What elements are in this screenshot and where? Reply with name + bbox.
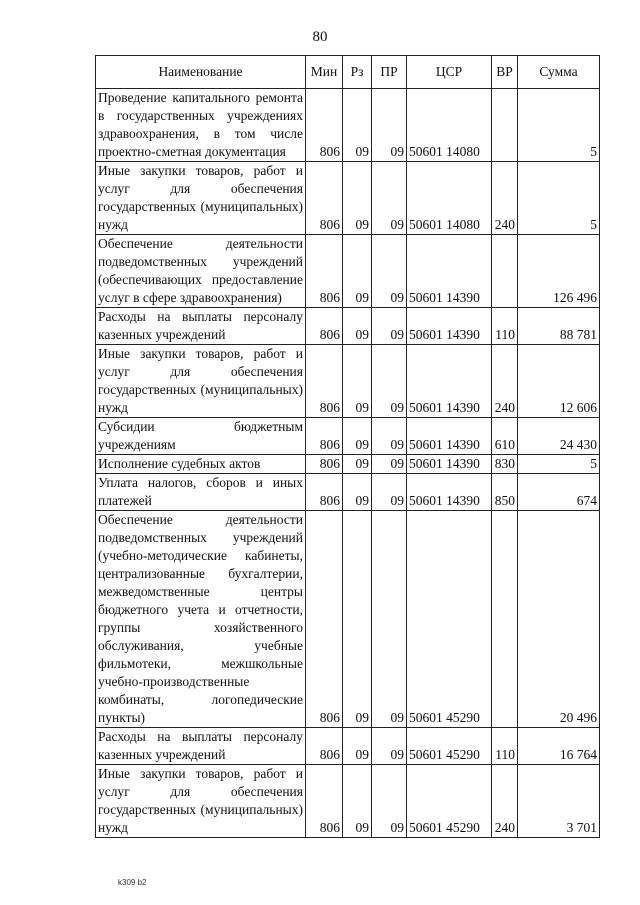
cell-min: 806 bbox=[306, 765, 343, 838]
cell-name: Исполнение судебных актов bbox=[96, 455, 306, 474]
footer-code: k309 b2 bbox=[118, 878, 147, 887]
cell-min: 806 bbox=[306, 511, 343, 728]
header-name: Наименование bbox=[96, 56, 306, 89]
cell-rz: 09 bbox=[343, 511, 372, 728]
cell-csr: 50601 14080 bbox=[407, 162, 492, 235]
cell-min: 806 bbox=[306, 418, 343, 455]
cell-pr: 09 bbox=[372, 418, 407, 455]
cell-sum: 12 606 bbox=[518, 345, 600, 418]
cell-rz: 09 bbox=[343, 728, 372, 765]
cell-csr: 50601 14390 bbox=[407, 474, 492, 511]
cell-rz: 09 bbox=[343, 765, 372, 838]
cell-vr: 610 bbox=[492, 418, 518, 455]
header-rz: Рз bbox=[343, 56, 372, 89]
cell-pr: 09 bbox=[372, 308, 407, 345]
table-body bbox=[96, 89, 600, 838]
cell-vr: 830 bbox=[492, 455, 518, 474]
cell-name: Иные закупки товаров, работ и услуг для обеспечения государственных (муниципальных) нужд bbox=[96, 765, 306, 838]
cell-pr: 09 bbox=[372, 455, 407, 474]
table-row bbox=[96, 474, 600, 511]
cell-rz: 09 bbox=[343, 455, 372, 474]
table-row bbox=[96, 89, 600, 162]
cell-vr: 240 bbox=[492, 345, 518, 418]
cell-name: Субсидии бюджетным учреждениям bbox=[96, 418, 306, 455]
cell-vr bbox=[492, 89, 518, 162]
table-row bbox=[96, 728, 600, 765]
cell-sum: 5 bbox=[518, 455, 600, 474]
table-row bbox=[96, 765, 600, 838]
cell-pr: 09 bbox=[372, 728, 407, 765]
cell-rz: 09 bbox=[343, 474, 372, 511]
header-pr: ПР bbox=[372, 56, 407, 89]
cell-sum: 5 bbox=[518, 162, 600, 235]
cell-name: Иные закупки товаров, работ и услуг для обеспечения государственных (муниципальных) нужд bbox=[96, 345, 306, 418]
cell-rz: 09 bbox=[343, 162, 372, 235]
cell-min: 806 bbox=[306, 308, 343, 345]
cell-sum: 88 781 bbox=[518, 308, 600, 345]
cell-sum: 674 bbox=[518, 474, 600, 511]
cell-min: 806 bbox=[306, 235, 343, 308]
cell-min: 806 bbox=[306, 728, 343, 765]
cell-pr: 09 bbox=[372, 89, 407, 162]
cell-vr bbox=[492, 235, 518, 308]
cell-pr: 09 bbox=[372, 162, 407, 235]
table-row bbox=[96, 511, 600, 728]
header-min: Мин bbox=[306, 56, 343, 89]
cell-csr: 50601 14390 bbox=[407, 455, 492, 474]
cell-name: Расходы на выплаты персоналу казенных учреждений bbox=[96, 308, 306, 345]
header-sum: Сумма bbox=[518, 56, 600, 89]
cell-name: Иные закупки товаров, работ и услуг для обеспечения государственных (муниципальных) нужд bbox=[96, 162, 306, 235]
cell-vr: 240 bbox=[492, 765, 518, 838]
cell-pr: 09 bbox=[372, 345, 407, 418]
cell-sum: 126 496 bbox=[518, 235, 600, 308]
cell-name: Обеспечение деятельности подведомственных учреждений (обеспечивающих предоставление услуг в сфере здравоохранения) bbox=[96, 235, 306, 308]
header-vr: ВР bbox=[492, 56, 518, 89]
cell-min: 806 bbox=[306, 89, 343, 162]
cell-name: Проведение капитального ремонта в государственных учреждениях здравоохранения, в том числе проектно-сметная документация bbox=[96, 89, 306, 162]
table-header-row bbox=[96, 56, 600, 89]
table-row bbox=[96, 235, 600, 308]
cell-vr: 110 bbox=[492, 728, 518, 765]
cell-name: Уплата налогов, сборов и иных платежей bbox=[96, 474, 306, 511]
cell-pr: 09 bbox=[372, 765, 407, 838]
cell-min: 806 bbox=[306, 474, 343, 511]
cell-vr: 110 bbox=[492, 308, 518, 345]
cell-min: 806 bbox=[306, 455, 343, 474]
cell-sum: 16 764 bbox=[518, 728, 600, 765]
cell-pr: 09 bbox=[372, 511, 407, 728]
table-row bbox=[96, 162, 600, 235]
cell-csr: 50601 14390 bbox=[407, 308, 492, 345]
page-number: 80 bbox=[312, 29, 328, 45]
cell-csr: 50601 45290 bbox=[407, 765, 492, 838]
table-row bbox=[96, 308, 600, 345]
cell-sum: 20 496 bbox=[518, 511, 600, 728]
cell-rz: 09 bbox=[343, 235, 372, 308]
cell-rz: 09 bbox=[343, 345, 372, 418]
cell-csr: 50601 14390 bbox=[407, 235, 492, 308]
table-row bbox=[96, 455, 600, 474]
cell-rz: 09 bbox=[343, 89, 372, 162]
header-csr: ЦСР bbox=[407, 56, 492, 89]
cell-rz: 09 bbox=[343, 418, 372, 455]
table-row bbox=[96, 418, 600, 455]
cell-csr: 50601 14390 bbox=[407, 345, 492, 418]
cell-vr: 240 bbox=[492, 162, 518, 235]
cell-min: 806 bbox=[306, 345, 343, 418]
cell-sum: 5 bbox=[518, 89, 600, 162]
cell-name: Расходы на выплаты персоналу казенных учреждений bbox=[96, 728, 306, 765]
cell-min: 806 bbox=[306, 162, 343, 235]
cell-csr: 50601 45290 bbox=[407, 728, 492, 765]
cell-pr: 09 bbox=[372, 235, 407, 308]
cell-name: Обеспечение деятельности подведомственных учреждений (учебно-методические кабинеты, централизованные бухгалтерии, межведомственные центры бюджетного учета и отчетности, группы хозяйственного обслуживания, учебные фильмотеки, межшкольные учебно-производственные комбинаты, логопедические пункты) bbox=[96, 511, 306, 728]
cell-csr: 50601 14390 bbox=[407, 418, 492, 455]
cell-rz: 09 bbox=[343, 308, 372, 345]
cell-csr: 50601 14080 bbox=[407, 89, 492, 162]
budget-table bbox=[95, 55, 600, 838]
cell-pr: 09 bbox=[372, 474, 407, 511]
cell-sum: 24 430 bbox=[518, 418, 600, 455]
cell-vr bbox=[492, 511, 518, 728]
table-row bbox=[96, 345, 600, 418]
cell-sum: 3 701 bbox=[518, 765, 600, 838]
cell-csr: 50601 45290 bbox=[407, 511, 492, 728]
cell-vr: 850 bbox=[492, 474, 518, 511]
